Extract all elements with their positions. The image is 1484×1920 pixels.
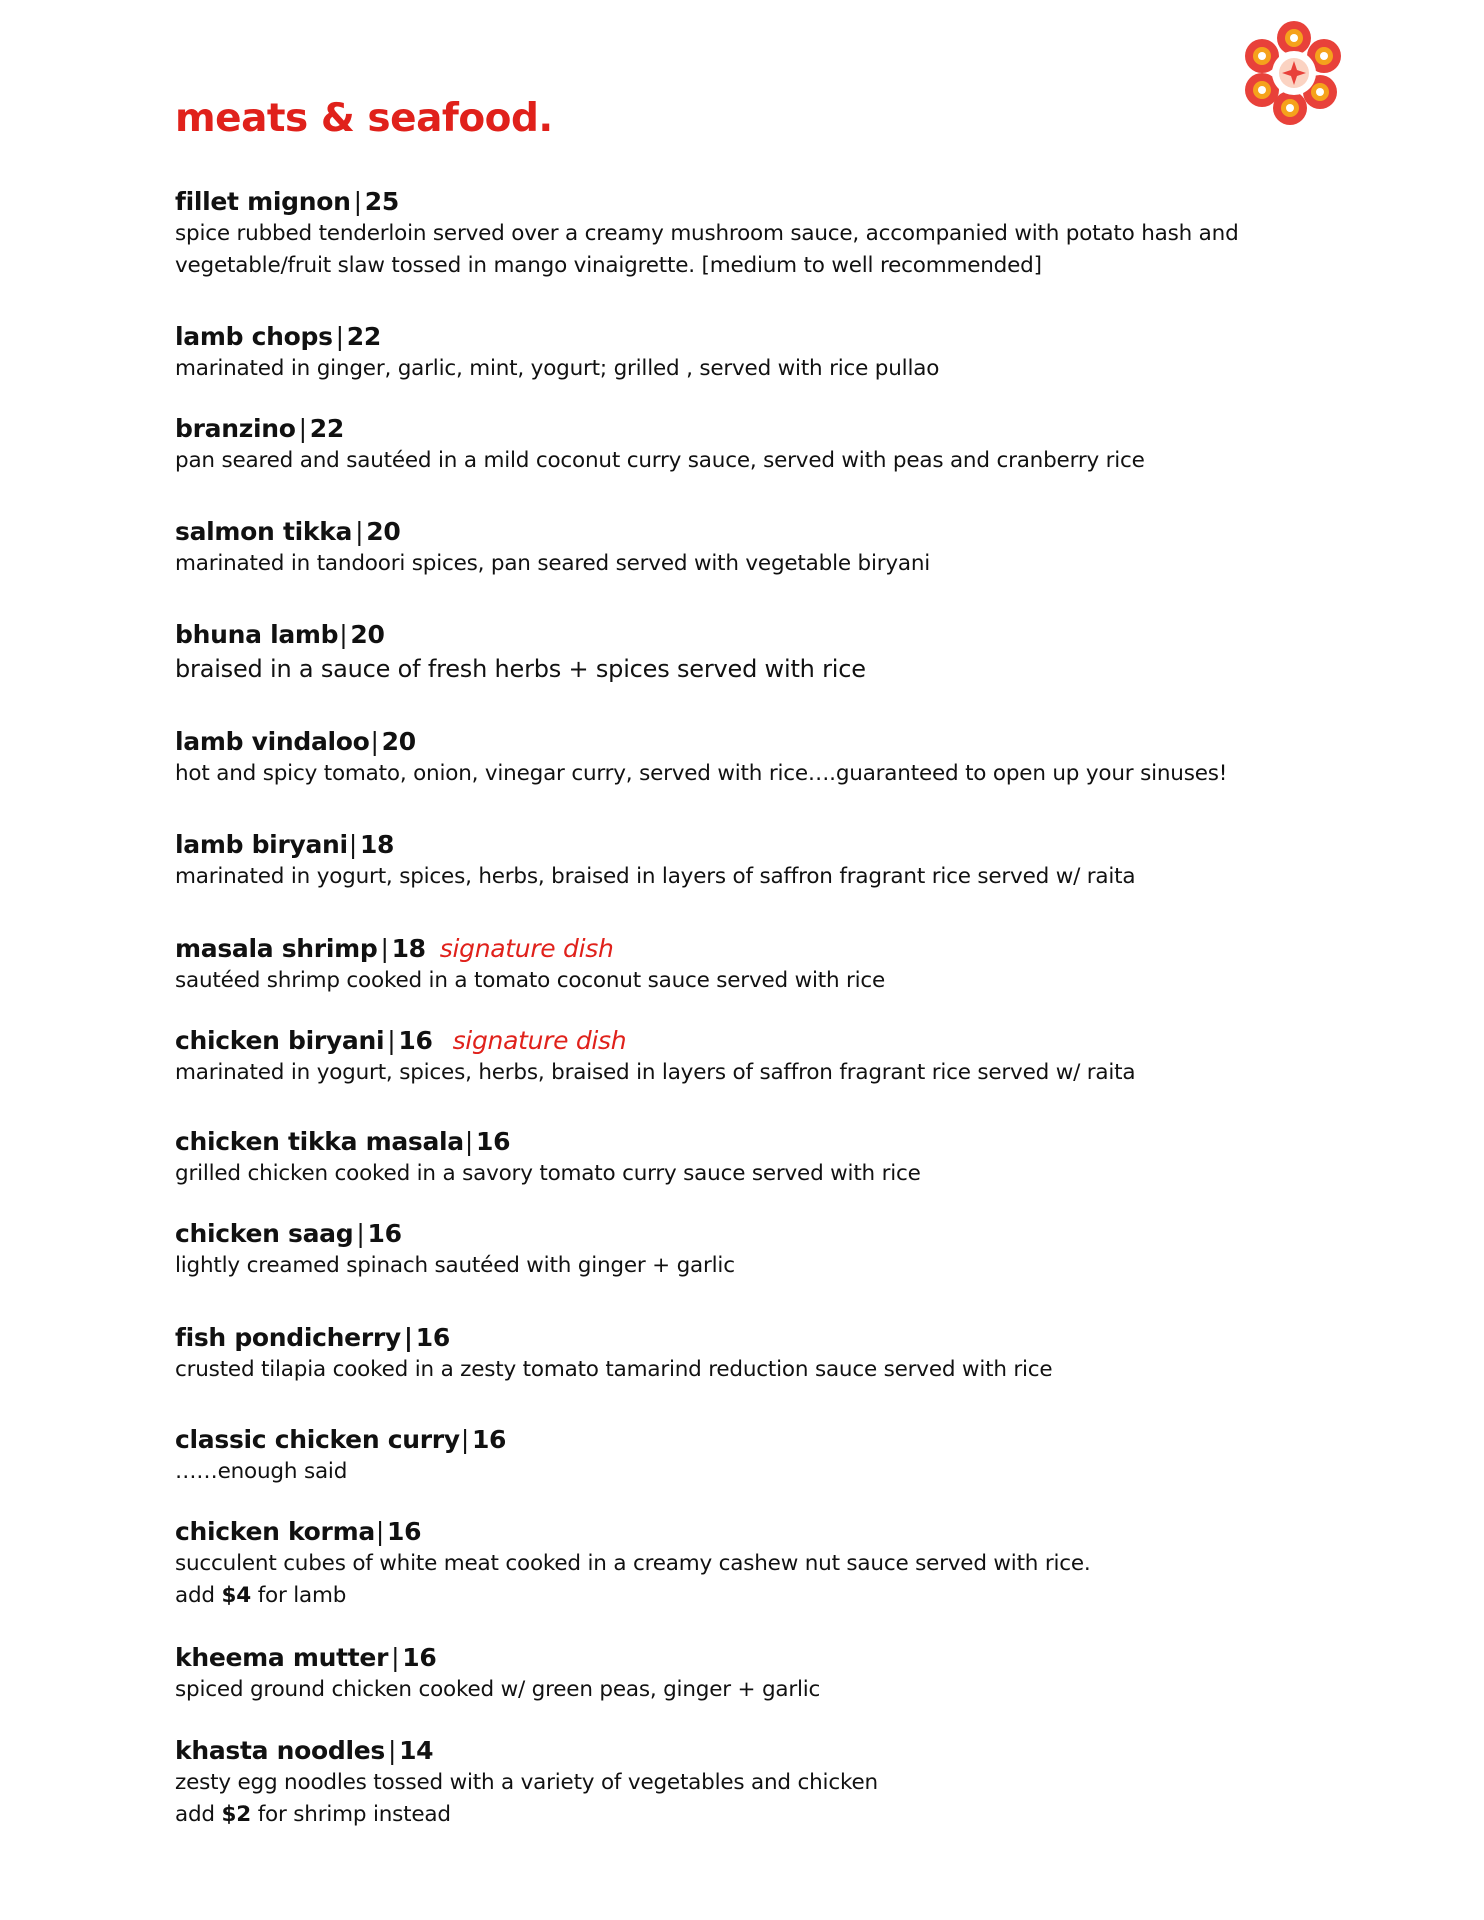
item-name: masala shrimp	[175, 934, 378, 963]
item-price: 16	[387, 1517, 422, 1546]
item-description: marinated in yogurt, spices, herbs, braised in layers of saffron fragrant rice served w/ raita	[175, 864, 1136, 889]
addon-prefix: add	[175, 1802, 215, 1827]
menu-item-khasta-noodles	[175, 1735, 878, 1831]
separator: |	[335, 322, 344, 351]
item-header	[175, 619, 866, 651]
item-header	[175, 186, 1239, 218]
addon-suffix: for lamb	[257, 1583, 347, 1608]
separator: |	[387, 1736, 397, 1765]
item-header	[175, 1025, 1135, 1057]
item-name: lamb chops	[175, 322, 333, 351]
addon-suffix: for shrimp instead	[257, 1802, 451, 1827]
signature-dish-label: signature dish	[439, 934, 614, 963]
menu-item-lamb-chops	[175, 321, 939, 385]
item-price: 16	[398, 1026, 433, 1055]
item-description: marinated in ginger, garlic, mint, yogurt; grilled , served with rice pullao	[175, 356, 940, 381]
separator: |	[460, 1425, 469, 1454]
item-description: ……enough said	[175, 1459, 348, 1484]
item-name: khasta noodles	[175, 1736, 385, 1765]
item-header	[175, 726, 1227, 758]
menu-item-lamb-biryani	[175, 829, 1135, 893]
menu-item-lamb-vindaloo	[175, 726, 1227, 790]
menu-item-chicken-saag	[175, 1218, 735, 1282]
item-header	[175, 1642, 820, 1674]
item-description: sautéed shrimp cooked in a tomato coconut sauce served with rice	[175, 968, 886, 993]
item-name: branzino	[175, 414, 296, 443]
item-header	[175, 933, 885, 965]
item-header	[175, 516, 930, 548]
menu-item-classic-chicken-curry	[175, 1424, 506, 1488]
flower-petals	[1245, 21, 1341, 125]
separator: |	[387, 1026, 396, 1055]
menu-item-salmon-tikka	[175, 516, 930, 580]
item-header	[175, 1126, 921, 1158]
item-price: 25	[364, 187, 399, 216]
restaurant-logo	[1238, 16, 1350, 128]
item-price: 20	[350, 620, 385, 649]
separator: |	[464, 1127, 473, 1156]
item-description: spice rubbed tenderloin served over a creamy mushroom sauce, accompanied with potato hash and	[175, 221, 1239, 246]
item-description: hot and spicy tomato, onion, vinegar curry, served with rice….guaranteed to open up your sinuses!	[175, 761, 1228, 786]
item-description: succulent cubes of white meat cooked in a creamy cashew nut sauce served with rice.	[175, 1551, 1091, 1576]
item-description: zesty egg noodles tossed with a variety of vegetables and chicken	[175, 1770, 878, 1795]
item-description: braised in a sauce of fresh herbs + spices served with rice	[175, 655, 866, 683]
menu-item-chicken-tikka-masala	[175, 1126, 921, 1190]
item-header	[175, 1218, 735, 1250]
item-header	[175, 1735, 878, 1767]
separator: |	[356, 1219, 365, 1248]
item-name: classic chicken curry	[175, 1425, 460, 1454]
addon-amount: $2	[221, 1802, 252, 1827]
addon-prefix: add	[175, 1583, 215, 1608]
item-name: fillet mignon	[175, 187, 351, 216]
item-header	[175, 413, 1145, 445]
item-name: fish pondicherry	[175, 1323, 401, 1352]
item-price: 14	[399, 1736, 434, 1765]
item-addon	[175, 1799, 878, 1831]
separator: |	[353, 187, 362, 216]
menu-item-masala-shrimp	[175, 933, 885, 997]
item-name: bhuna lamb	[175, 620, 339, 649]
item-description: marinated in tandoori spices, pan seared served with vegetable biryani	[175, 551, 931, 576]
item-price: 16	[471, 1425, 507, 1454]
item-description: lightly creamed spinach sautéed with ginger + garlic	[175, 1253, 735, 1278]
signature-dish-label: signature dish	[452, 1026, 627, 1055]
item-header	[175, 1424, 506, 1456]
item-name: lamb biryani	[175, 830, 348, 859]
item-price: 20	[366, 517, 401, 546]
menu-item-fillet-mignon	[175, 186, 1239, 282]
page-title: meats & seafood.	[175, 96, 553, 141]
item-name: chicken biryani	[175, 1026, 385, 1055]
item-name: lamb vindaloo	[175, 727, 370, 756]
separator: |	[380, 934, 389, 963]
item-price: 16	[402, 1643, 437, 1672]
menu-item-kheema-mutter	[175, 1642, 820, 1706]
separator: |	[370, 727, 379, 756]
item-price: 16	[476, 1127, 511, 1156]
item-description: grilled chicken cooked in a savory tomato curry sauce served with rice	[175, 1161, 921, 1186]
item-description: marinated in yogurt, spices, herbs, braised in layers of saffron fragrant rice served w/ raita	[175, 1060, 1136, 1085]
item-name: salmon tikka	[175, 517, 353, 546]
separator: |	[375, 1517, 385, 1546]
item-name: chicken korma	[175, 1517, 375, 1546]
item-price: 20	[381, 727, 416, 756]
item-price: 22	[309, 414, 344, 443]
menu-item-branzino	[175, 413, 1145, 477]
item-header	[175, 1516, 1091, 1548]
item-name: kheema mutter	[175, 1643, 389, 1672]
menu-item-chicken-biryani	[175, 1025, 1135, 1089]
item-name: chicken saag	[175, 1219, 354, 1248]
separator: |	[348, 830, 357, 859]
item-price: 16	[415, 1323, 450, 1352]
item-price: 16	[367, 1219, 402, 1248]
item-addon	[175, 1580, 1091, 1612]
menu-item-bhuna-lamb	[175, 619, 866, 687]
item-description: pan seared and sautéed in a mild coconut curry sauce, served with peas and cranberry rice	[175, 448, 1145, 473]
separator: |	[403, 1323, 413, 1352]
separator: |	[391, 1643, 400, 1672]
item-description: spiced ground chicken cooked w/ green peas, ginger + garlic	[175, 1677, 821, 1702]
separator: |	[339, 620, 348, 649]
item-header	[175, 829, 1135, 861]
item-header	[175, 321, 939, 353]
addon-amount: $4	[221, 1583, 252, 1608]
item-header	[175, 1322, 1052, 1354]
item-description-line-2: vegetable/fruit slaw tossed in mango vinaigrette. [medium to well recommended]	[175, 253, 1042, 278]
item-price: 18	[391, 934, 426, 963]
item-name: chicken tikka masala	[175, 1127, 464, 1156]
separator: |	[298, 414, 307, 443]
menu-item-chicken-korma	[175, 1516, 1091, 1612]
item-price: 22	[346, 322, 381, 351]
menu-item-fish-pondicherry	[175, 1322, 1052, 1386]
item-description: crusted tilapia cooked in a zesty tomato tamarind reduction sauce served with rice	[175, 1357, 1053, 1382]
item-price: 18	[359, 830, 395, 859]
separator: |	[355, 517, 364, 546]
